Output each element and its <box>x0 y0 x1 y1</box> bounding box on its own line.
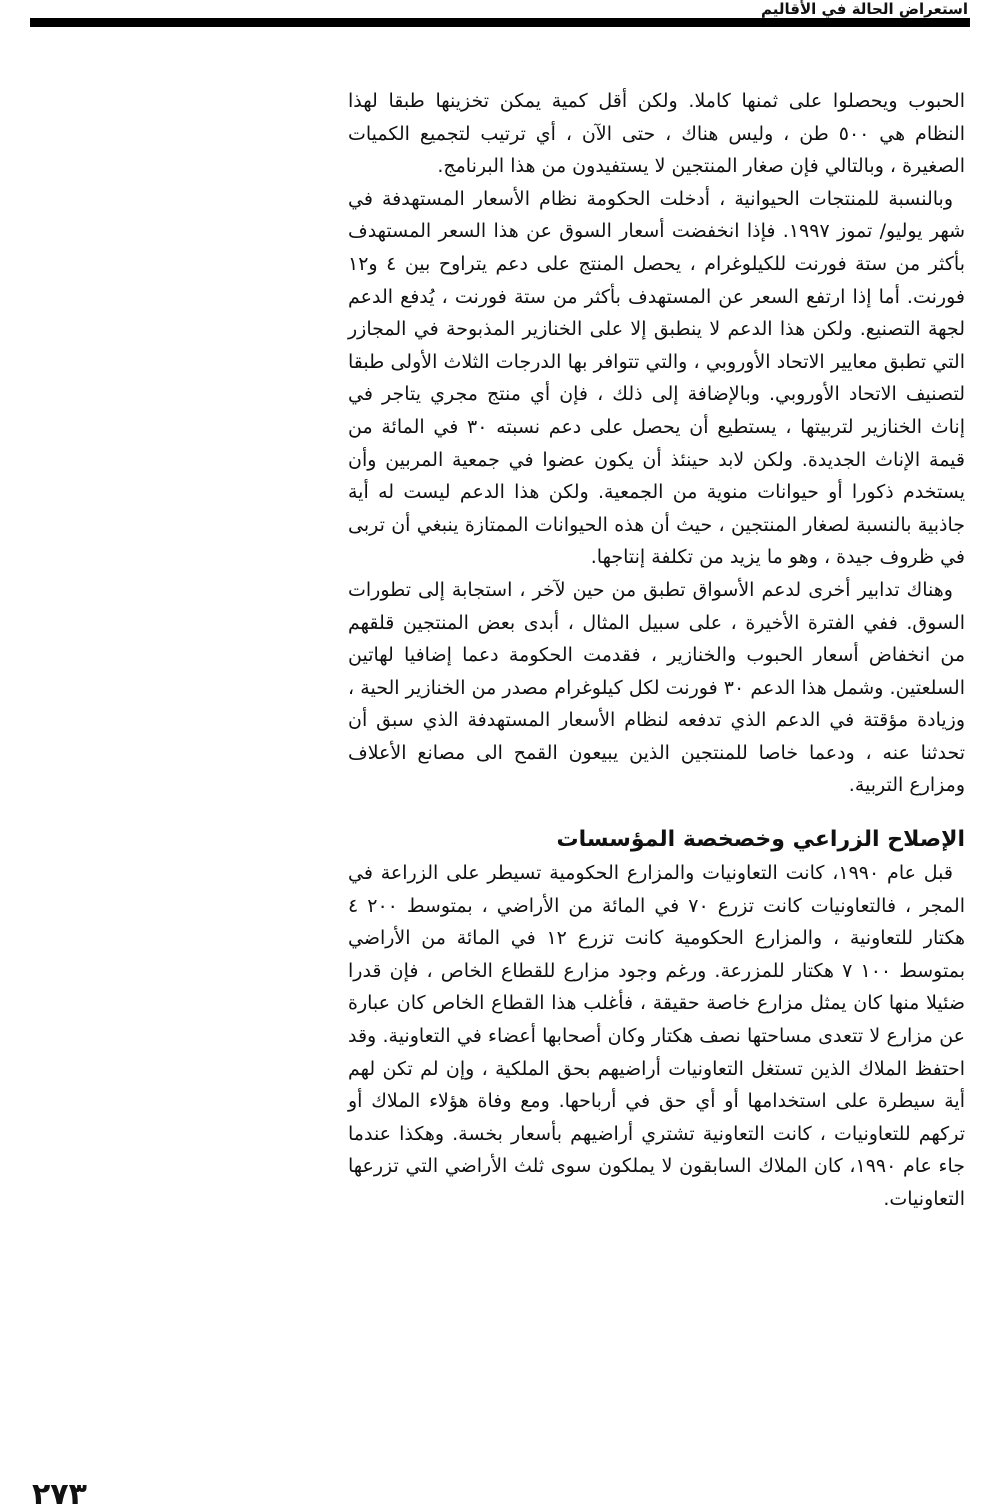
header-rule <box>30 18 970 27</box>
page-number: ٢٧٣ <box>32 1477 87 1512</box>
running-header-title: استعراض الحالة في الأقاليم <box>760 0 968 18</box>
paragraph-land-reform-text: قبل عام ١٩٩٠، كانت التعاونيات والمزارع الحكومية تسيطر على الزراعة في المجر ، فالتعاونيات كانت تزرع ٧٠ في المائة من الأراضي ، بمتوسط ٢٠٠ ٤ هكتار للتعاونية ، والمزارع الحكومية كانت تزرع ١٢ في المائة من الأراضي بمتوسط ١٠٠ ٧ هكتار للمزرعة. ورغم وجود مزارع للقطاع الخاص ، فإن قدرا ضئيلا منها كان يمثل مزارع خاصة حقيقة ، فأغلب هذا القطاع الخاص كان عبارة عن مزارع لا تتعدى مساحتها نصف هكتار وكان أصحابها أعضاء في التعاونية. وقد احتفظ الملاك الذين تستغل التعاونيات أراضيهم بحق الملكية ، وإن لم تكن لهم أية سيطرة على استخدامها أو أي حق في أرباحها. ومع وفاة هؤلاء الملاك أو تركهم للتعاونيات ، كانت التعاونية تشتري أراضيهم بأسعار بخسة. وهكذا عندما جاء عام ١٩٩٠، كان الملاك السابقون لا يملكون سوى ثلث الأراضي التي تزرعها التعاونيات. <box>348 862 965 1210</box>
section-heading: الإصلاح الزراعي وخصخصة المؤسسات <box>556 827 965 853</box>
page-body <box>348 85 965 1216</box>
paragraph-animal-products <box>348 183 965 574</box>
paragraph-grain-storage: الحبوب ويحصلوا على ثمنها كاملا. ولكن أقل كمية يمكن تخزينها طبقا لهذا النظام هي ٥٠٠ طن ، وليس هناك ، حتى الآن ، أي ترتيب لتجميع الكميات الصغيرة ، وبالتالي فإن صغار المنتجين لا يستفيدون من هذا البرنامج. <box>348 90 965 178</box>
paragraph-animal-products-text: وبالنسبة للمنتجات الحيوانية ، أدخلت الحكومة نظام الأسعار المستهدفة في شهر يوليو/ تموز ١٩٩٧. فإذا انخفضت أسعار السوق عن هذا السعر المستهدف بأكثر من ستة فورنت للكيلوغرام ، يحصل المنتج على دعم يتراوح بين ٤ و١٢ فورنت. أما إذا ارتفع السعر عن المستهدف بأكثر من ستة فورنت ، يُدفع الدعم لجهة التصنيع. ولكن هذا الدعم لا ينطبق إلا على الخنازير المذبوحة في المجازر التي تطبق معايير الاتحاد الأوروبي ، والتي تتوافر بها الدرجات الثلاث الأولى طبقا لتصنيف الاتحاد الأوروبي. وبالإضافة إلى ذلك ، فإن أي منتج مجري يتاجر في إناث الخنازير لتربيتها ، يستطيع أن يحصل على دعم نسبته ٣٠ في المائة من قيمة الإناث الجديدة. ولكن لابد حينئذ أن يكون عضوا في جمعية المربين وأن يستخدم ذكورا أو حيوانات منوية من الجمعية. ولكن هذا الدعم ليست له أية جاذبية بالنسبة لصغار المنتجين ، حيث أن هذه الحيوانات الممتازة ينبغي أن تربى في ظروف جيدة ، وهو ما يزيد من تكلفة إنتاجها. <box>348 187 966 569</box>
paragraph-market-support-text: وهناك تدابير أخرى لدعم الأسواق تطبق من حين لآخر ، استجابة إلى تطورات السوق. ففي الفترة الأخيرة ، على سبيل المثال ، أبدى بعض المنتجين قلقهم من انخفاض أسعار الحبوب والخنازير ، فقدمت الحكومة دعما إضافيا لهاتين السلعتين. وشمل هذا الدعم ٣٠ فورنت لكل كيلوغرام مصدر من الخنازير الحية ، وزيادة مؤقتة في الدعم الذي تدفعه لنظام الأسعار المستهدفة الذي سبق أن تحدثنا عنه ، ودعما خاصا للمنتجين الذين يبيعون القمح الى مصانع الأعلاف ومزارع التربية. <box>348 578 965 797</box>
paragraph-market-support <box>348 574 965 802</box>
paragraph-land-reform <box>348 857 965 1216</box>
